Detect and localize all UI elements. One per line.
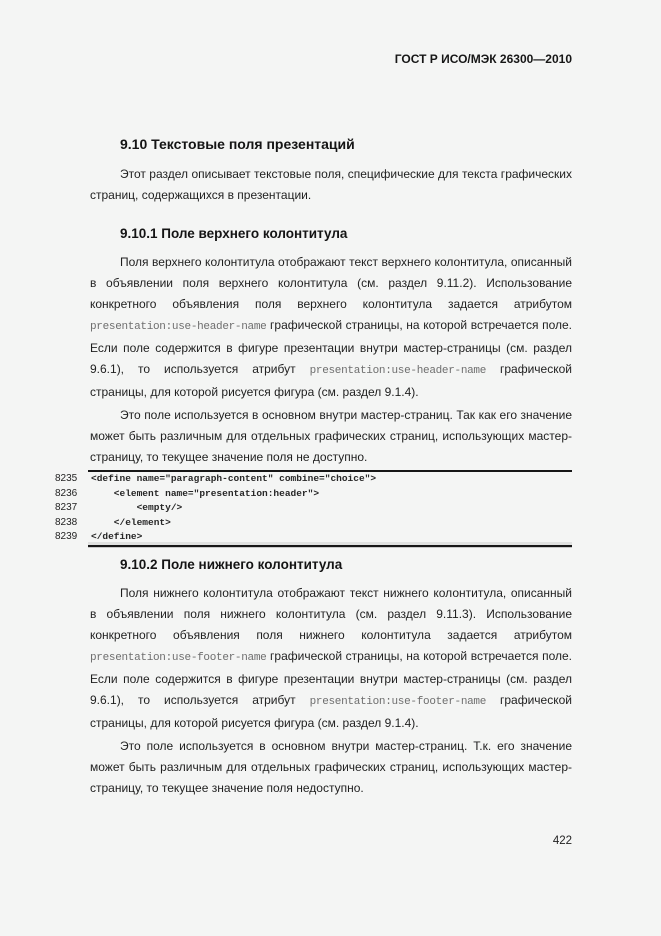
paragraph-text: графической страницы, для которой рисуется фигура (см. раздел 9.1.4). xyxy=(90,692,572,730)
code-line: </define> xyxy=(91,531,143,542)
code-block xyxy=(88,470,572,547)
paragraph-text: Поля нижнего колонтитула отображают текст нижнего колонтитула, описанный в объявлении поля нижнего колонтитула (см. раздел 9.11.3). Использование конкретного объявления поля нижнего колонтитула задается атрибутом xyxy=(90,585,572,642)
section-intro-paragraph: Этот раздел описывает текстовые поля, специфические для текста графических страниц, содержащихся в презентации. xyxy=(90,167,572,202)
attribute-name-code: presentation:use-header-name xyxy=(90,321,267,333)
header-field-paragraph-2: Это поле используется в основном внутри мастер-страниц. Так как его значение может быть различным для отдельных графических страниц, использующих мастер-страницу, то текущее значение поля не доступно. xyxy=(90,408,572,464)
section-title-9-10: 9.10 Текстовые поля презентаций xyxy=(120,136,355,152)
footer-field-paragraph-1 xyxy=(90,583,572,734)
paragraph-text: графической страницы, на которой встречается поле. Если поле содержится в фигуре презентации внутри мастер-страницы (см. раздел 9.6.1), то используется атрибут xyxy=(90,318,572,376)
footer-field-paragraph-2: Это поле используется в основном внутри мастер-страниц. Т.к. его значение может быть различным для отдельных графических страниц, использующих мастер-страницу, то текущее значение поля недоступно. xyxy=(90,738,572,795)
code-line-numbers xyxy=(55,470,88,547)
attribute-name-code: presentation:use-header-name xyxy=(309,365,487,377)
line-number: 8236 xyxy=(55,487,78,499)
code-line: <element name="presentation:header"> xyxy=(91,487,320,499)
section-title-9-10-1: 9.10.1 Поле верхнего колонтитула xyxy=(120,226,348,241)
code-line: </element> xyxy=(91,516,171,528)
line-number: 8235 xyxy=(55,473,78,484)
code-line: <define name="paragraph-content" combine="choice"> xyxy=(91,473,377,484)
paragraph-text: графической страницы, на которой встречается поле. Если поле содержится в фигуре презентации внутри мастер-страницы (см. раздел 9.6.1), то используется атрибут xyxy=(90,648,572,707)
attribute-name-code: presentation:use-footer-name xyxy=(90,651,267,664)
line-number: 8237 xyxy=(55,502,78,513)
line-number: 8238 xyxy=(55,516,78,528)
section-title-9-10-2: 9.10.2 Поле нижнего колонтитула xyxy=(120,556,343,572)
schema-code-listing xyxy=(55,470,572,547)
code-line: <empty/> xyxy=(91,502,183,513)
header-field-paragraph-1 xyxy=(90,252,572,403)
running-header: ГОСТ Р ИСО/МЭК 26300—2010 xyxy=(394,52,572,66)
line-number: 8239 xyxy=(55,531,78,542)
paragraph-text: Поля верхнего колонтитула отображают текст верхнего колонтитула, описанный в объявлении поля верхнего колонтитула (см. раздел 9.11.2). Использование конкретного объявления поля верхнего колонтитула задается атрибутом xyxy=(90,255,572,311)
paragraph-text: графической страницы, для которой рисуется фигура (см. раздел 9.1.4). xyxy=(90,362,572,399)
attribute-name-code: presentation:use-footer-name xyxy=(309,695,487,708)
page-number: 422 xyxy=(552,835,572,847)
